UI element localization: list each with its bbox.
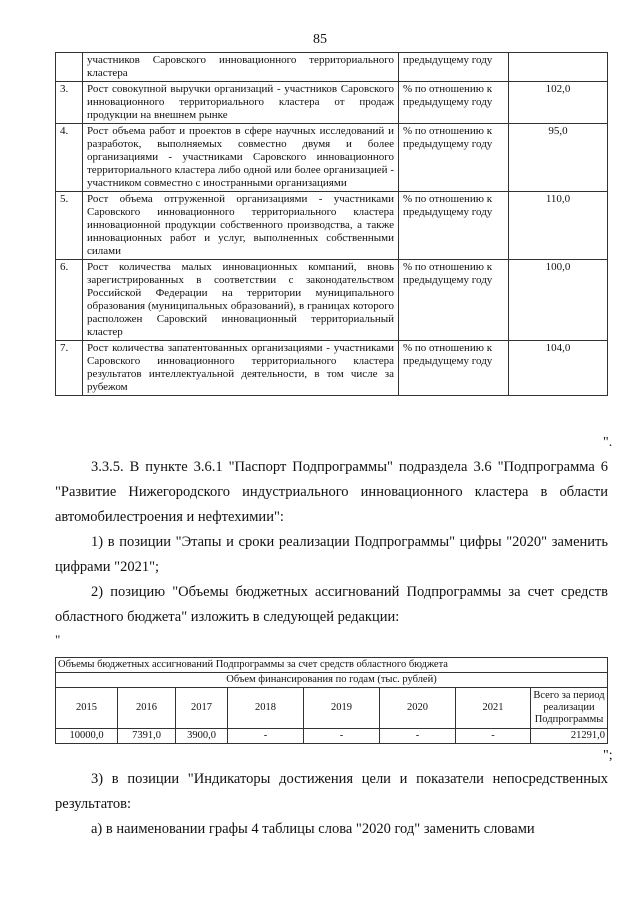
indicator-unit-cell: предыдущему году bbox=[399, 53, 509, 82]
budget-table-subtitle: Объем финансирования по годам (тыс. рублей) bbox=[56, 673, 608, 688]
budget-year-header: 2021 bbox=[456, 688, 531, 729]
budget-year-value: 7391,0 bbox=[118, 729, 176, 744]
open-quote: " bbox=[55, 632, 61, 647]
indicator-value-cell: 95,0 bbox=[509, 124, 608, 192]
budget-total-value: 21291,0 bbox=[531, 729, 608, 744]
indicator-num-cell: 7. bbox=[56, 341, 83, 396]
indicator-unit-cell: % по отношению к предыдущему году bbox=[399, 260, 509, 341]
budget-year-header: 2020 bbox=[380, 688, 456, 729]
budget-year-header: 2015 bbox=[56, 688, 118, 729]
paragraph-item-a: а) в наименовании графы 4 таблицы слова "2020 год" заменить словами bbox=[91, 821, 535, 837]
indicator-num-cell: 5. bbox=[56, 192, 83, 260]
paragraph-3-3-5: 3.3.5. В пункте 3.6.1 "Паспорт Подпрограммы" подраздела 3.6 "Подпрограмма 6 "Развитие Нижегородского индустриального инновационного кластера в области автомобилестроения и нефтехимии": bbox=[55, 459, 608, 525]
indicators-table bbox=[55, 52, 608, 396]
budget-year-value: - bbox=[456, 729, 531, 744]
indicator-row bbox=[56, 82, 608, 124]
indicator-row bbox=[56, 192, 608, 260]
paragraph-item-3: 3) в позиции "Индикаторы достижения цели и показатели непосредственных результатов: bbox=[55, 771, 608, 812]
budget-year-header: 2018 bbox=[228, 688, 304, 729]
indicator-num-cell: 6. bbox=[56, 260, 83, 341]
indicator-num-cell: 3. bbox=[56, 82, 83, 124]
paragraph-item-2: 2) позицию "Объемы бюджетных ассигнований Подпрограммы за счет средств областного бюджета" изложить в следующей редакции: bbox=[55, 584, 608, 625]
indicator-value-cell: 100,0 bbox=[509, 260, 608, 341]
budget-year-value: - bbox=[304, 729, 380, 744]
indicator-name-cell: участников Саровского инновационного территориального кластера bbox=[83, 53, 399, 82]
budget-table-title: Объемы бюджетных ассигнований Подпрограммы за счет средств областного бюджета bbox=[56, 658, 608, 673]
indicator-name-cell: Рост количества малых инновационных компаний, вновь зарегистрированных в соответствии с законодательством Российской Федерации на территории муниципального образования (муниципальных образований), в границах которого расположен Саровский инновационный территориальный кластер bbox=[83, 260, 399, 341]
indicator-row bbox=[56, 53, 608, 82]
indicator-row bbox=[56, 341, 608, 396]
budget-year-value: 10000,0 bbox=[56, 729, 118, 744]
indicator-row bbox=[56, 260, 608, 341]
indicator-unit-cell: % по отношению к предыдущему году bbox=[399, 192, 509, 260]
indicator-name-cell: Рост объема работ и проектов в сфере научных исследований и разработок, выполняемых совместно двумя и более организациями - участниками Саровского инновационного территориального кластера либо одной или более организацией - участником совместно с иностранными организациями bbox=[83, 124, 399, 192]
indicator-name-cell: Рост совокупной выручки организаций - участников Саровского инновационного территориального кластера от продаж продукции на внешнем рынке bbox=[83, 82, 399, 124]
indicator-num-cell: 4. bbox=[56, 124, 83, 192]
indicator-num-cell bbox=[56, 53, 83, 82]
budget-year-header: 2016 bbox=[118, 688, 176, 729]
budget-year-header: 2019 bbox=[304, 688, 380, 729]
indicator-unit-cell: % по отношению к предыдущему году bbox=[399, 124, 509, 192]
indicator-name-cell: Рост объема отгруженной организациями - участниками Саровского инновационного территориального кластера инновационной продукции собственного производства, а также инновационных работ и услуг, выполненных собственными силами bbox=[83, 192, 399, 260]
budget-total-header: Всего за период реализации Подпрограммы bbox=[531, 688, 608, 729]
indicator-unit-cell: % по отношению к предыдущему году bbox=[399, 82, 509, 124]
indicator-row bbox=[56, 124, 608, 192]
indicators-table-end-mark: ". bbox=[603, 435, 613, 450]
budget-year-value: - bbox=[380, 729, 456, 744]
budget-year-value: - bbox=[228, 729, 304, 744]
budget-table bbox=[55, 657, 608, 744]
budget-year-value: 3900,0 bbox=[176, 729, 228, 744]
indicator-value-cell bbox=[509, 53, 608, 82]
budget-table-end-mark: "; bbox=[603, 748, 613, 763]
indicator-value-cell: 102,0 bbox=[509, 82, 608, 124]
budget-year-header: 2017 bbox=[176, 688, 228, 729]
page-number: 85 bbox=[313, 32, 327, 47]
indicator-name-cell: Рост количества запатентованных организациями - участниками Саровского инновационного территориального кластера результатов интеллектуальной деятельности, в том числе за рубежом bbox=[83, 341, 399, 396]
paragraph-item-1: 1) в позиции "Этапы и сроки реализации Подпрограммы" цифры "2020" заменить цифрами "2021"; bbox=[55, 534, 608, 575]
indicator-unit-cell: % по отношению к предыдущему году bbox=[399, 341, 509, 396]
indicator-value-cell: 104,0 bbox=[509, 341, 608, 396]
indicator-value-cell: 110,0 bbox=[509, 192, 608, 260]
